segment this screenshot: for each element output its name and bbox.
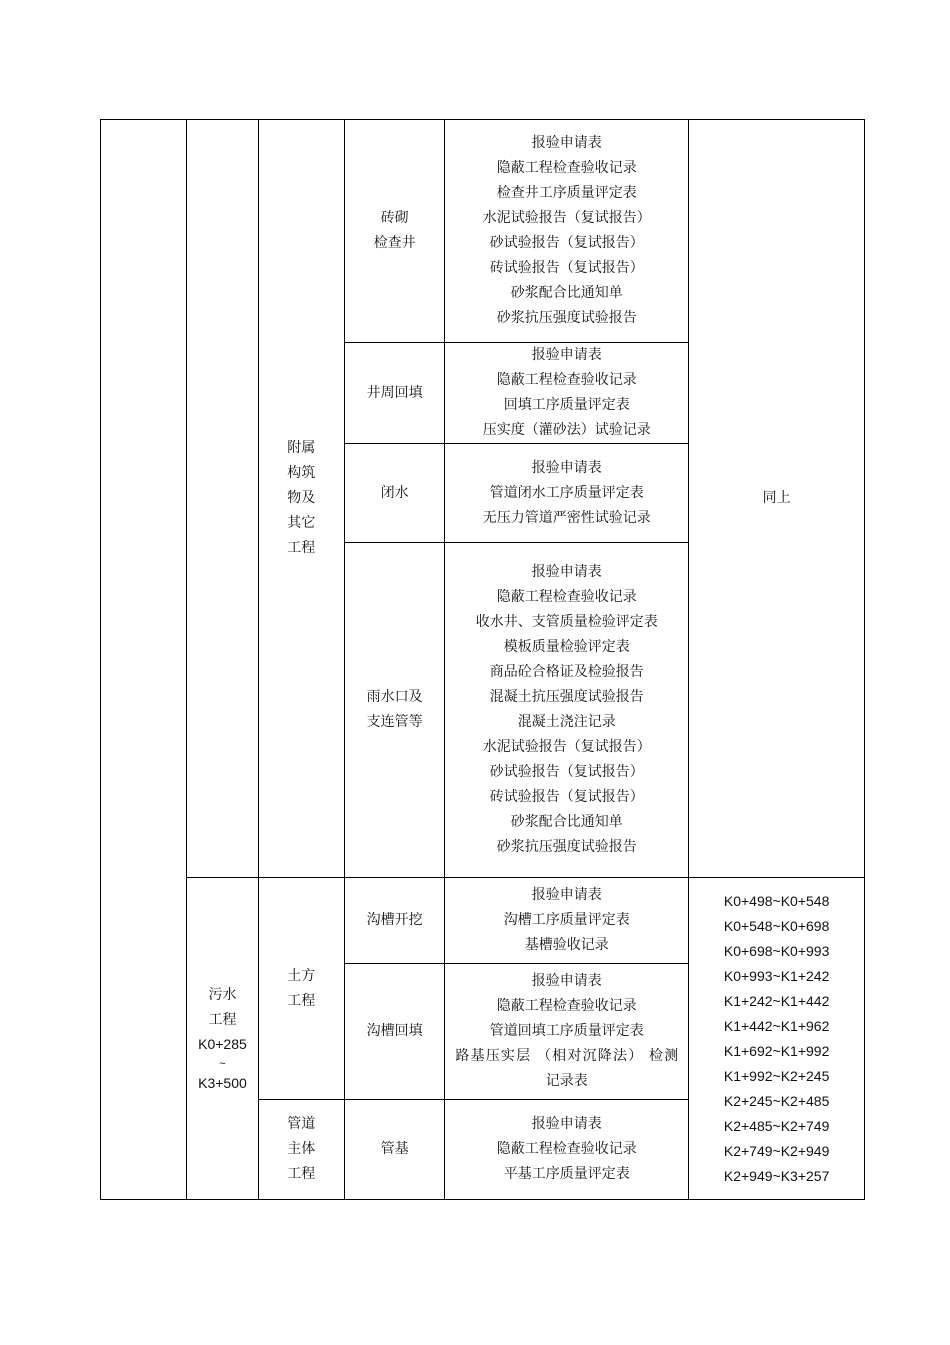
station-range: K0+548~K0+698 xyxy=(723,917,830,934)
subsection-label-line: 构筑 xyxy=(287,465,316,481)
station-ranges-cell xyxy=(689,878,865,1200)
document-line: 收水井、支管质量检验评定表 xyxy=(475,614,658,630)
item-name-cell xyxy=(344,964,444,1100)
item-name-line: 沟槽回填 xyxy=(366,1023,423,1039)
subsection-label-line: 工程 xyxy=(287,540,316,556)
station-range: K2+949~K3+257 xyxy=(723,1167,830,1184)
subsection-label-line: 附属 xyxy=(287,440,316,456)
document-line: 砖试验报告（复试报告） xyxy=(489,260,644,276)
item-name-cell xyxy=(344,120,444,343)
documents-cell xyxy=(445,1100,689,1200)
project-line: K0+285 xyxy=(198,1035,247,1052)
blank-project-cell xyxy=(187,120,258,878)
document-line: 隐蔽工程检查验收记录 xyxy=(496,1141,637,1157)
document-line: 商品砼合格证及检验报告 xyxy=(489,664,644,680)
item-name-cell xyxy=(344,543,444,878)
document-line: 无压力管道严密性试验记录 xyxy=(482,509,651,526)
document-line: 砂浆配合比通知单 xyxy=(510,814,623,830)
document-line: 隐蔽工程检查验收记录 xyxy=(496,589,637,605)
item-name-cell xyxy=(344,1100,444,1200)
project-line: K3+500 xyxy=(198,1074,247,1091)
station-range: K2+485~K2+749 xyxy=(723,1117,830,1134)
document-line: 管道回填工序质量评定表 xyxy=(489,1023,644,1039)
document-line: 报验申请表 xyxy=(531,347,602,363)
document-line: 砂试验报告（复试报告） xyxy=(489,764,644,780)
documents-cell xyxy=(445,878,689,964)
document-line: 管道闭水工序质量评定表 xyxy=(489,484,644,501)
item-name-line: 沟槽开挖 xyxy=(366,912,423,928)
documents-cell xyxy=(445,964,689,1100)
document-line: 基槽验收记录 xyxy=(524,937,609,953)
station-range: K1+442~K1+962 xyxy=(723,1017,830,1034)
document-line: 报验申请表 xyxy=(531,887,602,903)
project-line: 污水 xyxy=(208,985,237,1002)
item-name-line: 雨水口及 xyxy=(366,689,423,705)
document-line: 平基工序质量评定表 xyxy=(503,1166,630,1182)
documents-cell xyxy=(445,343,689,444)
documents-cell xyxy=(445,120,689,343)
document-line: 砂浆抗压强度试验报告 xyxy=(496,839,637,855)
document-line: 隐蔽工程检查验收记录 xyxy=(496,998,637,1014)
item-name-cell xyxy=(344,878,444,964)
table-row xyxy=(101,120,865,343)
table-row xyxy=(101,878,865,964)
subsection-label-cell xyxy=(258,1100,344,1200)
documents-cell xyxy=(445,543,689,878)
document-line: 报验申请表 xyxy=(531,564,602,580)
item-name-line: 检查井 xyxy=(373,235,416,251)
item-name-line: 砖砌 xyxy=(380,210,409,226)
item-name-line: 管基 xyxy=(380,1141,409,1157)
document-line: 砂浆抗压强度试验报告 xyxy=(496,310,637,326)
document-line: 回填工序质量评定表 xyxy=(503,397,630,413)
subsection-label-line: 物及 xyxy=(287,490,316,506)
item-name-line: 闭水 xyxy=(380,484,409,501)
subsection-label-line: 工程 xyxy=(287,1166,316,1182)
item-name-cell xyxy=(344,343,444,444)
item-name-line: 井周回填 xyxy=(366,384,423,401)
subsection-label-cell xyxy=(258,120,344,878)
subsection-label-line: 其它 xyxy=(287,515,316,531)
subsection-label-line: 主体 xyxy=(287,1141,316,1157)
project-cell xyxy=(187,878,258,1200)
item-name-cell xyxy=(344,444,444,543)
document-line: 报验申请表 xyxy=(531,459,602,476)
document-line: 沟槽工序质量评定表 xyxy=(503,912,630,928)
station-range: K0+993~K1+242 xyxy=(723,967,830,984)
remark-cell: 同上 xyxy=(689,120,865,878)
document-line: 隐蔽工程检查验收记录 xyxy=(496,372,637,388)
subsection-label-line: 工程 xyxy=(287,992,316,1009)
item-name-line: 支连管等 xyxy=(366,714,423,730)
inspection-records-table xyxy=(100,119,865,1200)
document-line: 水泥试验报告（复试报告） xyxy=(482,210,651,226)
station-range: K2+245~K2+485 xyxy=(723,1092,830,1109)
document-line: 报验申请表 xyxy=(531,1116,602,1132)
station-range: K1+992~K2+245 xyxy=(723,1067,830,1084)
document-line: 砖试验报告（复试报告） xyxy=(489,789,644,805)
blank-first-column-cell xyxy=(101,120,187,1200)
document-line: 检查井工序质量评定表 xyxy=(496,185,637,201)
document-line: 压实度（灌砂法）试验记录 xyxy=(482,422,651,438)
document-line: 报验申请表 xyxy=(531,973,602,989)
document-line: 砂浆配合比通知单 xyxy=(510,285,623,301)
document-line: 报验申请表 xyxy=(531,135,602,151)
document-line: 混凝土抗压强度试验报告 xyxy=(489,689,644,705)
document-line: 水泥试验报告（复试报告） xyxy=(482,739,651,755)
subsection-label-line: 管道 xyxy=(287,1116,316,1132)
subsection-label-line: 土方 xyxy=(287,967,316,984)
project-line: 工程 xyxy=(208,1010,237,1027)
station-range: K2+749~K2+949 xyxy=(723,1142,830,1159)
document-line: 模板质量检验评定表 xyxy=(503,639,630,655)
station-range: K0+498~K0+548 xyxy=(723,892,830,909)
station-range: K1+242~K1+442 xyxy=(723,992,830,1009)
station-range: K1+692~K1+992 xyxy=(723,1042,830,1059)
project-line: ~ xyxy=(219,1057,226,1070)
document-line: 隐蔽工程检查验收记录 xyxy=(496,160,637,176)
station-range: K0+698~K0+993 xyxy=(723,942,830,959)
document-line: 混凝土浇注记录 xyxy=(517,714,616,730)
subsection-label-cell xyxy=(258,878,344,1100)
document-line: 路基压实层 （相对沉降法） 检测 xyxy=(455,1048,679,1064)
documents-cell xyxy=(445,444,689,543)
document-line: 砂试验报告（复试报告） xyxy=(489,235,644,251)
document-line: 记录表 xyxy=(545,1073,588,1089)
